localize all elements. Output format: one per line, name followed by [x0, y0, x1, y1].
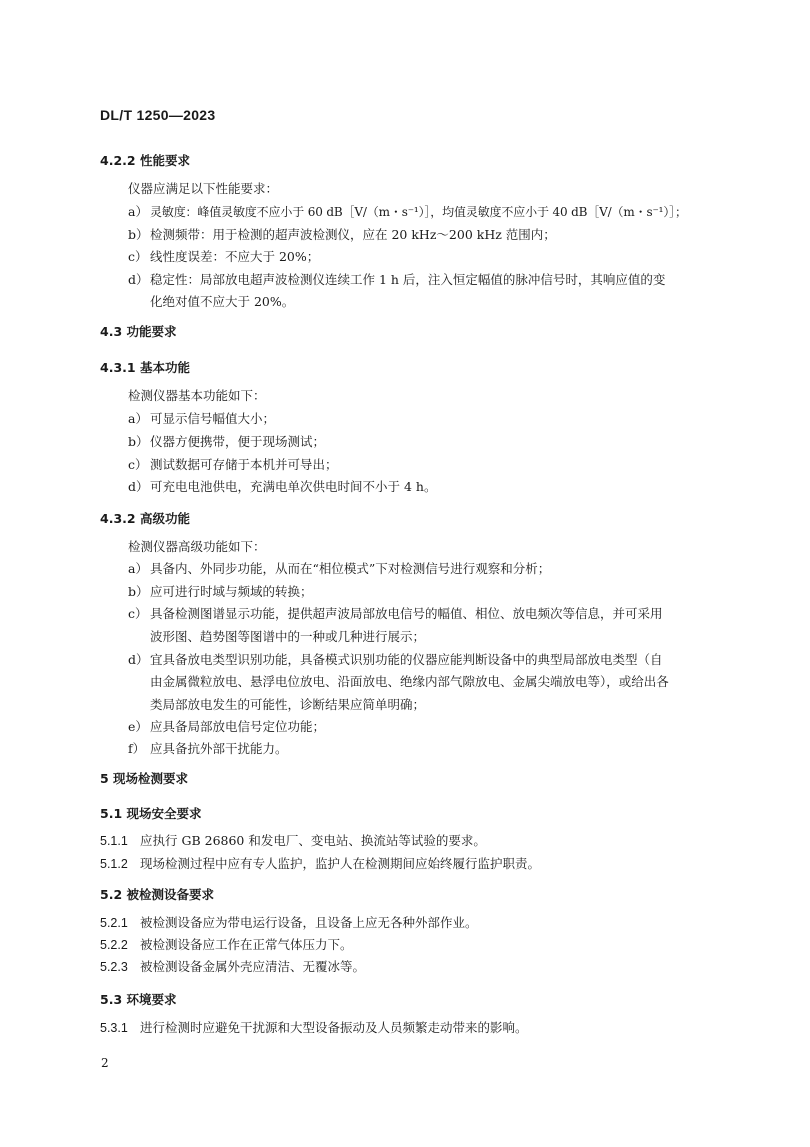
heading-5-3: 5.3 环境要求	[100, 992, 177, 1007]
heading-4-2-2: 4.2.2 性能要求	[100, 153, 190, 168]
list-text: 应具备抗外部干扰能力。	[150, 741, 288, 756]
list-text: 线性度误差：不应大于 20%；	[150, 249, 320, 264]
clause-number: 5.1.2	[100, 857, 128, 871]
clause-text: 被检测设备应为带电运行设备，且设备上应无各种外部作业。	[140, 915, 478, 930]
list-text-continuation: 波形图、趋势图等图谱中的一种或几种进行展示；	[150, 629, 426, 644]
list-text: 灵敏度：峰值灵敏度不应小于 60 dB［V/（m・s⁻¹）］，均值灵敏度不应小于 40 dB［V/（m・s⁻¹）］；	[150, 205, 687, 219]
list-marker: a）	[128, 561, 148, 576]
s432-intro: 检测仪器高级功能如下：	[128, 539, 266, 554]
clause-text: 现场检测过程中应有专人监护，监护人在检测期间应始终履行监护职责。	[140, 856, 541, 871]
heading-4-3-1: 4.3.1 基本功能	[100, 360, 190, 375]
list-text: 仪器方便携带，便于现场测试；	[150, 434, 326, 449]
list-text-continuation: 化绝对值不应大于 20%。	[150, 294, 295, 309]
heading-4-3: 4.3 功能要求	[100, 324, 177, 339]
list-text: 测试数据可存储于本机并可导出；	[150, 457, 338, 472]
list-marker: c）	[128, 457, 148, 472]
list-text: 应具备局部放电信号定位功能；	[150, 719, 326, 734]
list-text: 具备内、外同步功能，从而在“相位模式”下对检测信号进行观察和分析；	[150, 561, 551, 576]
list-marker: a）	[128, 411, 148, 426]
list-marker: a）	[128, 204, 148, 219]
document-id: DL/T 1250—2023	[100, 107, 216, 123]
list-marker: e）	[128, 719, 148, 734]
s422-intro: 仪器应满足以下性能要求：	[128, 181, 279, 196]
clause-number: 5.2.3	[100, 960, 128, 974]
clause-text: 进行检测时应避免干扰源和大型设备振动及人员频繁走动带来的影响。	[140, 1020, 528, 1035]
list-marker: b）	[128, 434, 149, 449]
list-marker: b）	[128, 227, 149, 242]
heading-4-3-2: 4.3.2 高级功能	[100, 511, 190, 526]
list-marker: d）	[128, 652, 149, 667]
list-text: 可充电电池供电，充满电单次供电时间不小于 4 h。	[150, 479, 437, 494]
clause-number: 5.1.1	[100, 834, 128, 848]
list-text-continuation: 由金属微粒放电、悬浮电位放电、沿面放电、绝缘内部气隙放电、金属尖端放电等），或给出各	[150, 674, 669, 689]
clause-number: 5.2.2	[100, 938, 128, 952]
s431-intro: 检测仪器基本功能如下：	[128, 388, 266, 403]
clause-text: 被检测设备金属外壳应清洁、无覆冰等。	[140, 959, 366, 974]
list-text: 宜具备放电类型识别功能，具备模式识别功能的仪器应能判断设备中的典型局部放电类型（自	[150, 652, 663, 667]
list-text: 可显示信号幅值大小；	[150, 411, 276, 426]
heading-5-1: 5.1 现场安全要求	[100, 806, 202, 821]
list-marker: f）	[128, 741, 146, 756]
list-marker: d）	[128, 479, 149, 494]
list-marker: b）	[128, 584, 149, 599]
list-text: 具备检测图谱显示功能，提供超声波局部放电信号的幅值、相位、放电频次等信息，并可采用	[150, 606, 663, 621]
heading-5-2: 5.2 被检测设备要求	[100, 887, 214, 902]
list-text: 检测频带：用于检测的超声波检测仪，应在 20 kHz～200 kHz 范围内；	[150, 227, 556, 242]
heading-5: 5 现场检测要求	[100, 771, 189, 786]
list-marker: c）	[128, 249, 148, 264]
clause-text: 应执行 GB 26860 和发电厂、变电站、换流站等试验的要求。	[140, 833, 486, 848]
list-marker: d）	[128, 272, 149, 287]
list-marker: c）	[128, 606, 148, 621]
list-text: 稳定性：局部放电超声波检测仪连续工作 1 h 后，注入恒定幅值的脉冲信号时，其响应值的变	[150, 272, 666, 287]
clause-number: 5.3.1	[100, 1021, 128, 1035]
list-text-continuation: 类局部放电发生的可能性，诊断结果应简单明确；	[150, 697, 426, 712]
page-number: 2	[101, 1056, 109, 1070]
list-text: 应可进行时域与频域的转换；	[150, 584, 313, 599]
clause-text: 被检测设备应工作在正常气体压力下。	[140, 937, 353, 952]
clause-number: 5.2.1	[100, 916, 128, 930]
